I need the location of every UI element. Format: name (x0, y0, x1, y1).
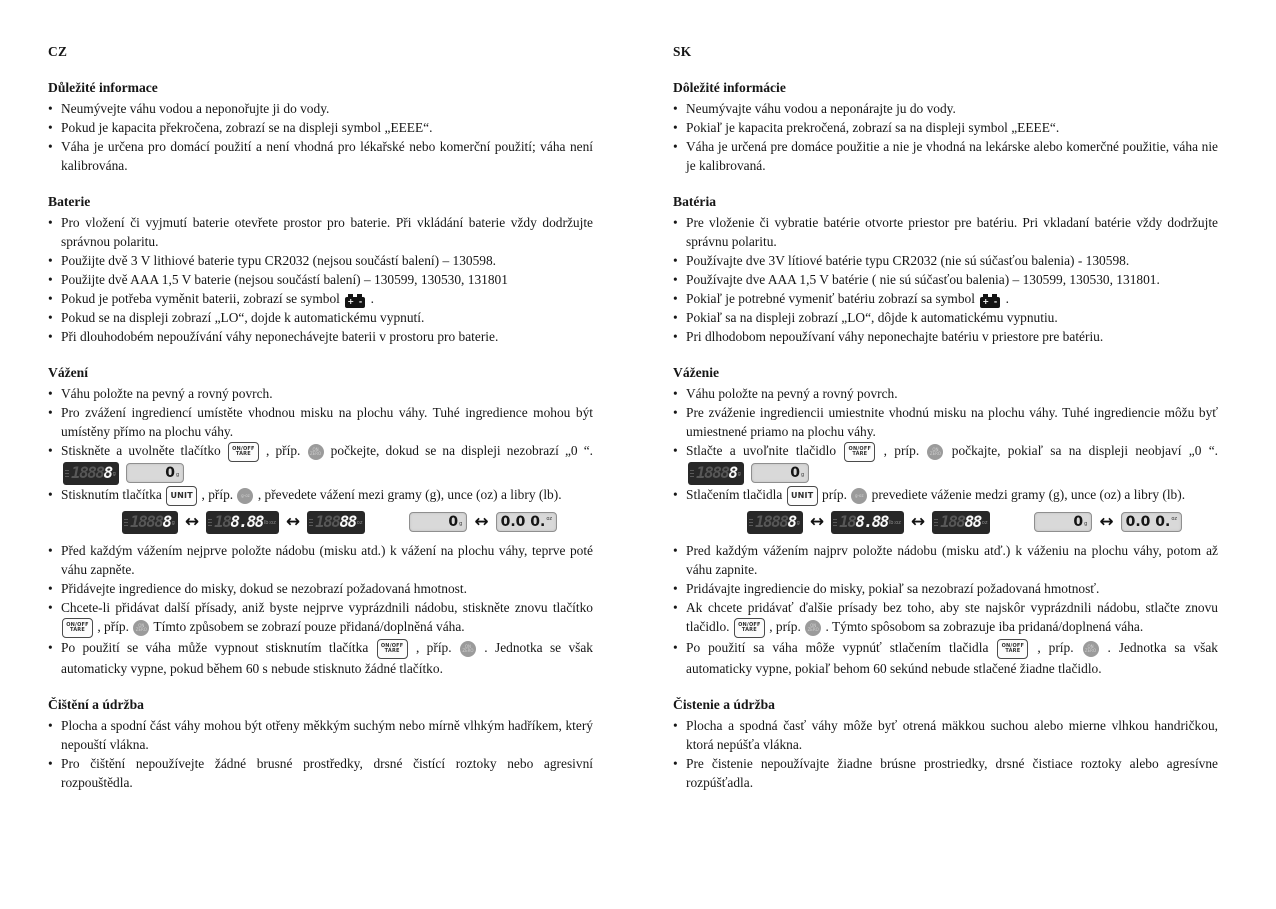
column-cz (48, 42, 593, 909)
bullet-item (673, 384, 1218, 403)
bullet-text: Pokud je potřeba vyměnit baterii, zobrazí se symbol (61, 291, 344, 306)
bullet-marker: • (673, 755, 678, 771)
bullet-text: Před každým vážením nejprve položte nádobu (misku atd.) k vážení na plochu váhy, teprve poté váhu zapněte. (61, 542, 593, 577)
bullet-text: Používajte dve 3V lítiové batérie typu CR2032 (nie sú súčasťou balenia) - 130598. (686, 253, 1130, 268)
bullet-item (673, 441, 1218, 485)
bullet-text: Pred každým vážením najprv položte nádobu (misku atď.) k váženiu na plochu váhy, potom až váhu zapnite. (686, 542, 1218, 577)
bullet-text: Tímto způsobem se zobrazí pouze přidaná/doplněná váha. (150, 618, 465, 634)
on-zero-button-icon: ON ZERO (460, 641, 476, 657)
bullet-marker: • (673, 329, 678, 344)
bullet-marker: • (48, 639, 53, 655)
bullet-marker: • (48, 291, 53, 306)
bullet-marker: • (673, 405, 678, 420)
bullet-marker: • (48, 120, 53, 135)
bullet-item (48, 638, 593, 678)
bullet-text: , příp. (94, 618, 133, 634)
bullet-text: . Jednotka se však automaticky vypne, pokud během 60 s nebude stisknuto žádné tlačítko. (61, 639, 593, 676)
bullet-item (48, 251, 593, 270)
bullet-marker: • (48, 580, 53, 596)
bullet-item (48, 541, 593, 579)
bullet-text: Pre zváženie ingrediencii umiestnite vhodnú misku na plochu váhy. Tuhé ingrediencie môžu byť umiestnené priamo na plochu váhy. (686, 405, 1218, 439)
section (673, 695, 1218, 792)
bullet-marker: • (673, 486, 678, 502)
bullet-text: Pro čištění nepoužívejte žádné brusné prostředky, drsné čistící roztoky nebo agresivní rozpouštědla. (61, 755, 593, 790)
bullet-text: Ak chcete pridávať ďalšie prísady bez toho, aby ste najskôr vyprázdnili nádobu, stlačte znovu tlačidlo. (686, 599, 1218, 634)
on-off-tare-button-icon: ON/OFF TARE (62, 618, 93, 638)
bullet-item (48, 118, 593, 137)
battery-icon: + - (345, 297, 365, 308)
bullet-text: . (1002, 291, 1009, 306)
on-zero-button-icon: ON ZERO (308, 444, 324, 460)
section (48, 363, 593, 678)
on-off-tare-button-icon: ON/OFF TARE (228, 442, 259, 462)
g-oz-button-icon: g-oz (237, 488, 253, 504)
bullet-text: Použijte dvě 3 V lithiové baterie typu CR2032 (nejsou součástí balení) – 130598. (61, 253, 497, 268)
bullet-text: . Týmto spôsobom sa zobrazuje iba pridaná/doplnená váha. (822, 618, 1144, 634)
bullet-text: Pokud je kapacita překročena, zobrazí se na displeji symbol „EEEE“. (61, 120, 433, 135)
bullet-marker: • (673, 386, 678, 401)
bullet-marker: • (673, 101, 678, 116)
column-sk (673, 42, 1218, 909)
bullet-marker: • (48, 405, 53, 420)
g-oz-button-icon: g-oz (851, 488, 867, 504)
lcd-display-pounds-ounces-icon: 188.88 lb:oz (831, 511, 904, 534)
double-arrow-icon: ↔ (474, 511, 489, 532)
on-off-tare-button-icon: ON/OFF TARE (734, 618, 765, 638)
bullet-text: Plocha a spodná časť váhy môže byť otrená mäkkou suchou alebo mierne vlhkou handričkou, ktorá nepúšťa vlákna. (686, 717, 1218, 752)
display-zero-grams-icon: 0 g (409, 512, 467, 532)
section-title: Důležité informace (48, 80, 158, 95)
bullet-item (48, 384, 593, 403)
section-title: Čistenie a údržba (673, 696, 775, 712)
bullet-marker: • (673, 139, 678, 154)
bullet-text: Chcete-li přidávat další přísady, aniž byste nejprve vyprázdnili nádobu, stiskněte znovu tlačítko (61, 599, 593, 615)
display-zero-grams-icon: 0 g (751, 463, 809, 483)
bullet-marker: • (48, 310, 53, 325)
bullet-marker: • (48, 272, 53, 287)
bullet-text: počkajte, pokiaľ sa na displeji neobjaví „0 “. (944, 443, 1218, 458)
bullet-marker: • (48, 599, 53, 615)
bullet-item (48, 308, 593, 327)
bullet-item (48, 213, 593, 251)
display-modes-row (48, 511, 593, 534)
bullet-marker: • (673, 580, 678, 596)
bullet-text: počkejte, dokud se na displeji nezobrazí „0 “. (324, 443, 594, 458)
bullet-text: Váha je určená pre domáce použitie a nie je vhodná na lekárske alebo komerčné použitie, váha nie je kalibrovaná. (686, 139, 1218, 173)
bullet-text: , příp. (198, 486, 237, 502)
lcd-display-ounces-icon: 18888 oz (307, 511, 365, 534)
bullet-item (673, 598, 1218, 638)
bullet-item (48, 270, 593, 289)
bullet-text: Pokud se na displeji zobrazí „LO“, dojde k automatickému vypnutí. (61, 310, 425, 325)
section (48, 192, 593, 346)
bullet-marker: • (48, 542, 53, 558)
section-title: Baterie (48, 194, 91, 209)
bullet-marker: • (48, 253, 53, 268)
double-arrow-icon: ↔ (1099, 511, 1114, 532)
bullet-text: príp. (818, 486, 851, 502)
display-zero-ounces-icon: 0.0 0. oz (1121, 512, 1182, 532)
bullet-text: Váhu položte na pevný a rovný povrch. (61, 386, 273, 401)
unit-button-icon: UNIT (166, 486, 197, 506)
bullet-marker: • (673, 272, 678, 287)
lcd-display-ounces-icon: 18888 oz (932, 511, 990, 534)
bullet-text: Pri dlhodobom nepoužívaní váhy neponechajte batériu v priestore pre batériu. (686, 329, 1104, 344)
bullet-text: prevediete váženie medzi gramy (g), unce (oz) a libry (lb). (868, 486, 1186, 502)
bullet-text (746, 465, 749, 480)
section-title: Váženie (673, 365, 720, 380)
bullet-text: Použijte dvě AAA 1,5 V baterie (nejsou součástí balení) – 130599, 130530, 131801 (61, 272, 508, 287)
bullet-item (673, 99, 1218, 118)
bullet-item (48, 485, 593, 506)
bullet-text: Pre vloženie či vybratie batérie otvorte priestor pre batériu. Pri vkladaní batérie vždy dodržujte správnu polaritu. (686, 215, 1218, 249)
bullet-text: Plocha a spodní část váhy mohou být otřeny měkkým suchým nebo mírně vlhkým hadříkem, který nepouští vlákna. (61, 717, 593, 752)
section-title: Batéria (673, 194, 717, 209)
bullet-item (48, 403, 593, 441)
bullet-marker: • (673, 215, 678, 230)
bullet-item (673, 579, 1218, 598)
on-off-tare-button-icon: ON/OFF TARE (844, 442, 875, 462)
bullet-item (673, 270, 1218, 289)
bullet-item (48, 579, 593, 598)
bullet-item (48, 598, 593, 638)
bullet-marker: • (673, 443, 678, 458)
lcd-display-grams-icon: 18888 g (122, 511, 178, 534)
bullet-item (673, 327, 1218, 346)
on-zero-button-icon: ON ZERO (805, 620, 821, 636)
bullet-marker: • (673, 542, 678, 558)
bullet-marker: • (48, 139, 53, 154)
bullet-item (48, 716, 593, 754)
bullet-text: , príp. (1029, 639, 1082, 655)
bullet-item (673, 716, 1218, 754)
bullet-text: Pokiaľ sa na displeji zobrazí „LO“, dôjde k automatickému vypnutiu. (686, 310, 1058, 325)
bullet-marker: • (673, 599, 678, 615)
bullet-marker: • (48, 215, 53, 230)
double-arrow-icon: ↔ (184, 511, 200, 532)
bullet-marker: • (673, 639, 678, 655)
bullet-text: Pro vložení či vyjmutí baterie otevřete prostor pro baterie. Při vkládání baterie vždy dodržujte správnou polaritu. (61, 215, 593, 249)
bullet-item (48, 441, 593, 485)
display-zero-ounces-icon: 0.0 0. oz (496, 512, 557, 532)
bullet-item (673, 403, 1218, 441)
bullet-item (673, 541, 1218, 579)
bullet-marker: • (48, 101, 53, 116)
lcd-display-grams-icon: 18888 g (688, 462, 744, 485)
bullet-item (673, 308, 1218, 327)
bullet-item (673, 289, 1218, 308)
bullet-item (48, 327, 593, 346)
bullet-marker: • (673, 310, 678, 325)
bullet-text: Neumývajte váhu vodou a neponárajte ju do vody. (686, 101, 956, 116)
bullet-text: Pokiaľ je kapacita prekročená, zobrazí sa na displeji symbol „EEEE“. (686, 120, 1060, 135)
bullet-text: Stiskněte a uvolněte tlačítko (61, 443, 227, 458)
bullet-marker: • (48, 717, 53, 733)
bullet-item (48, 289, 593, 308)
section-title: Čištění a údržba (48, 696, 144, 712)
double-arrow-icon: ↔ (285, 511, 301, 532)
bullet-text: Stlačte a uvoľnite tlačidlo (686, 443, 844, 458)
bullet-text: , převedete vážení mezi gramy (g), unce (oz) a libry (lb). (254, 486, 562, 502)
section (673, 78, 1218, 175)
on-zero-button-icon: ON ZERO (927, 444, 943, 460)
bullet-item (673, 638, 1218, 678)
battery-icon: + - (980, 297, 1000, 308)
bullet-text: Pre čistenie nepoužívajte žiadne brúsne prostriedky, drsné čistiace roztoky alebo agresívne rozpúšťadla. (686, 755, 1218, 790)
section (673, 192, 1218, 346)
bullet-marker: • (48, 329, 53, 344)
bullet-text: Po použití se váha může vypnout stisknutím tlačítka (61, 639, 376, 655)
bullet-marker: • (673, 120, 678, 135)
bullet-text: Pokiaľ je potrebné vymeniť batériu zobrazí sa symbol (686, 291, 979, 306)
bullet-text: . (367, 291, 374, 306)
bullet-text: Po použití sa váha môže vypnúť stlačením tlačidla (686, 639, 997, 655)
display-zero-grams-icon: 0 g (1034, 512, 1092, 532)
on-off-tare-button-icon: ON/OFF TARE (377, 639, 408, 659)
bullet-marker: • (48, 443, 53, 458)
bullet-text: Pro zvážení ingrediencí umístěte vhodnou misku na plochu váhy. Tuhé ingredience mohou být umístěny přímo na plochu váhy. (61, 405, 593, 439)
language-code: CZ (48, 44, 68, 59)
on-zero-button-icon: ON ZERO (1083, 641, 1099, 657)
bullet-item (673, 213, 1218, 251)
bullet-text: Stisknutím tlačítka (61, 486, 166, 502)
bullet-item (673, 137, 1218, 175)
bullet-item (673, 118, 1218, 137)
language-code: SK (673, 44, 692, 59)
unit-button-icon: UNIT (787, 486, 818, 506)
display-zero-grams-icon: 0 g (126, 463, 184, 483)
bullet-marker: • (48, 755, 53, 771)
bullet-text: Pridávajte ingrediencie do misky, pokiaľ sa nezobrazí požadovaná hmotnosť. (686, 580, 1100, 596)
bullet-text: . Jednotka sa však automaticky vypne, pokiaľ behom 60 sekúnd nebude stlačené žiadne tlačidlo. (686, 639, 1218, 676)
bullet-text: Používajte dve AAA 1,5 V batérie ( nie sú súčasťou balenia) – 130599, 130530, 131801. (686, 272, 1160, 287)
section-title: Vážení (48, 365, 89, 380)
bullet-text: Při dlouhodobém nepoužívání váhy neponechávejte baterii v prostoru pro baterie. (61, 329, 499, 344)
bullet-item (48, 754, 593, 792)
bullet-item (48, 99, 593, 118)
bullet-marker: • (673, 253, 678, 268)
bullet-text: , príp. (876, 443, 927, 458)
section (673, 363, 1218, 678)
bullet-item (673, 485, 1218, 506)
lcd-display-grams-icon: 18888 g (63, 462, 119, 485)
bullet-text: Váha je určena pro domácí použití a není vhodná pro lékařské nebo komerční použití; váha není kalibrována. (61, 139, 593, 173)
display-modes-row (673, 511, 1218, 534)
bullet-marker: • (673, 717, 678, 733)
bullet-text: , príp. (765, 618, 805, 634)
bullet-text: , příp. (408, 639, 459, 655)
double-arrow-icon: ↔ (910, 511, 926, 532)
bullet-marker: • (48, 486, 53, 502)
bullet-text (121, 465, 124, 480)
on-off-tare-button-icon: ON/OFF TARE (997, 639, 1028, 659)
bullet-text: Přidávejte ingredience do misky, dokud se nezobrazí požadovaná hmotnost. (61, 580, 467, 596)
bullet-item (673, 754, 1218, 792)
bullet-text: Neumývejte váhu vodou a neponořujte ji do vody. (61, 101, 330, 116)
on-zero-button-icon: ON ZERO (133, 620, 149, 636)
lcd-display-grams-icon: 18888 g (747, 511, 803, 534)
lcd-display-pounds-ounces-icon: 188.88 lb:oz (206, 511, 279, 534)
section-title: Dôležité informácie (673, 80, 786, 95)
bullet-marker: • (48, 386, 53, 401)
bullet-text: Váhu položte na pevný a rovný povrch. (686, 386, 898, 401)
double-arrow-icon: ↔ (809, 511, 825, 532)
bullet-text: Stlačením tlačidla (686, 486, 786, 502)
bullet-marker: • (673, 291, 678, 306)
section (48, 695, 593, 792)
bullet-text: , příp. (259, 443, 307, 458)
bullet-item (673, 251, 1218, 270)
section (48, 78, 593, 175)
bullet-item (48, 137, 593, 175)
